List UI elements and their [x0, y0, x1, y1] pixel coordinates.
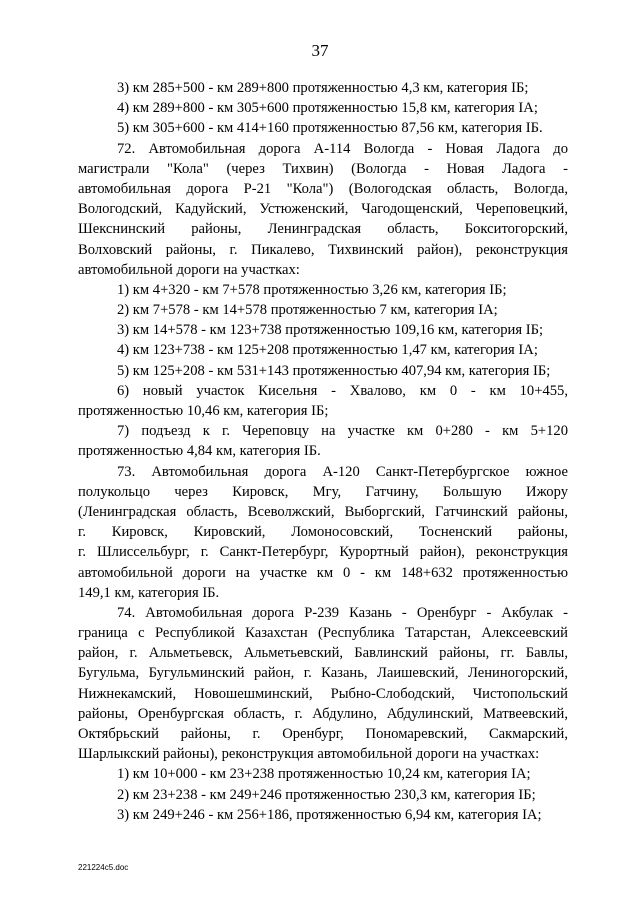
text-line: 73. Автомобильная дорога А-120 Санкт-Петербургское южное — [117, 463, 568, 480]
text-line: 72. Автомобильная дорога А-114 Вологда - Новая Ладога до — [117, 140, 568, 157]
text-line: автомобильной дороги на участке км 0 - км 148+632 протяженностью — [78, 564, 568, 581]
text-line: 7) подъезд к г. Череповцу на участке км 0+280 - км 5+120 — [117, 423, 568, 440]
text-line: район, г. Альметьевск, Альметьевский, Бавлинский районы, гг. Бавлы, — [78, 645, 568, 662]
text-line: протяженностью 4,84 км, категория IБ. — [78, 443, 321, 460]
text-line: 1) км 10+000 - км 23+238 протяженностью 10,24 км, категория IA; — [117, 766, 531, 783]
text-line: 149,1 км, категория IБ. — [78, 584, 220, 601]
text-line: (Ленинградская область, Всеволжский, Выборгский, Гатчинский районы, — [78, 503, 568, 520]
text-line: 2) км 23+238 - км 249+246 протяженностью 230,3 км, категория IБ; — [117, 786, 536, 803]
text-line: Шекснинский районы, Ленинградская область, Бокситогорский, — [78, 221, 568, 238]
text-line: Шарлыкский районы), реконструкция автомобильной дороги на участках: — [78, 746, 540, 763]
text-line: 2) км 7+578 - км 14+578 протяженностью 7 км, категория IA; — [117, 302, 498, 319]
text-line: Октябрьский районы, г. Оренбург, Пономаревский, Сакмарский, — [78, 726, 568, 742]
text-line: 4) км 289+800 - км 305+600 протяженностью 15,8 км, категория IA; — [117, 100, 538, 117]
text-line: 5) км 125+208 - км 531+143 протяженностью 407,94 км, категория IБ; — [117, 362, 551, 379]
text-line: автомобильная дорога Р-21 "Кола") (Вологодская область, Вологда, — [78, 180, 568, 197]
text-line: 3) км 285+500 - км 289+800 протяженностью 4,3 км, категория IБ; — [117, 80, 529, 96]
text-line: Бугульма, Бугульминский район, г. Казань, Лаишевский, Лениногорский, — [78, 665, 568, 682]
text-line: г. Шлиссельбург, г. Санкт-Петербург, Курортный район), реконструкция — [78, 544, 568, 561]
text-line: Вологодский, Кадуйский, Устюженский, Чагодощенский, Череповецкий, — [78, 201, 568, 218]
text-line: 1) км 4+320 - км 7+578 протяженностью 3,26 км, категория IБ; — [117, 281, 507, 298]
text-line: 5) км 305+600 - км 414+160 протяженностью 87,56 км, категория IБ. — [117, 120, 543, 137]
text-line: Нижнекамский, Новошешминский, Рыбно-Слободский, Чистопольский — [78, 685, 568, 702]
document-body — [78, 78, 568, 825]
text-line: 74. Автомобильная дорога Р-239 Казань - Оренбург - Акбулак - — [117, 604, 568, 621]
text-line: граница с Республикой Казахстан (Республика Татарстан, Алексеевский — [78, 625, 568, 642]
text-line: 6) новый участок Кисельня - Хвалово, км 0 - км 10+455, — [117, 382, 568, 399]
text-line: магистрали "Кола" (через Тихвин) (Вологда - Новая Ладога - — [78, 160, 568, 177]
text-line: 4) км 123+738 - км 125+208 протяженностью 1,47 км, категория IA; — [117, 342, 538, 359]
footer-filename: 221224c5.doc — [78, 863, 129, 872]
text-line: районы, Оренбургская область, г. Абдулино, Абдулинский, Матвеевский, — [78, 705, 568, 722]
text-line: 3) км 249+246 - км 256+186, протяженностью 6,94 км, категория IA; — [117, 806, 542, 823]
text-line: 3) км 14+578 - км 123+738 протяженностью 109,16 км, категория IБ; — [117, 322, 544, 339]
text-line: автомобильной дороги на участках: — [78, 261, 300, 278]
text-line: г. Кировск, Кировский, Ломоносовский, Тосненский районы, — [78, 524, 568, 541]
page-number: 37 — [311, 41, 329, 60]
text-line: полукольцо через Кировск, Мгу, Гатчину, Большую Ижору — [78, 483, 568, 500]
text-line: Волховский районы, г. Пикалево, Тихвинский район), реконструкция — [78, 241, 568, 258]
text-line: протяженностью 10,46 км, категория IБ; — [78, 403, 329, 419]
